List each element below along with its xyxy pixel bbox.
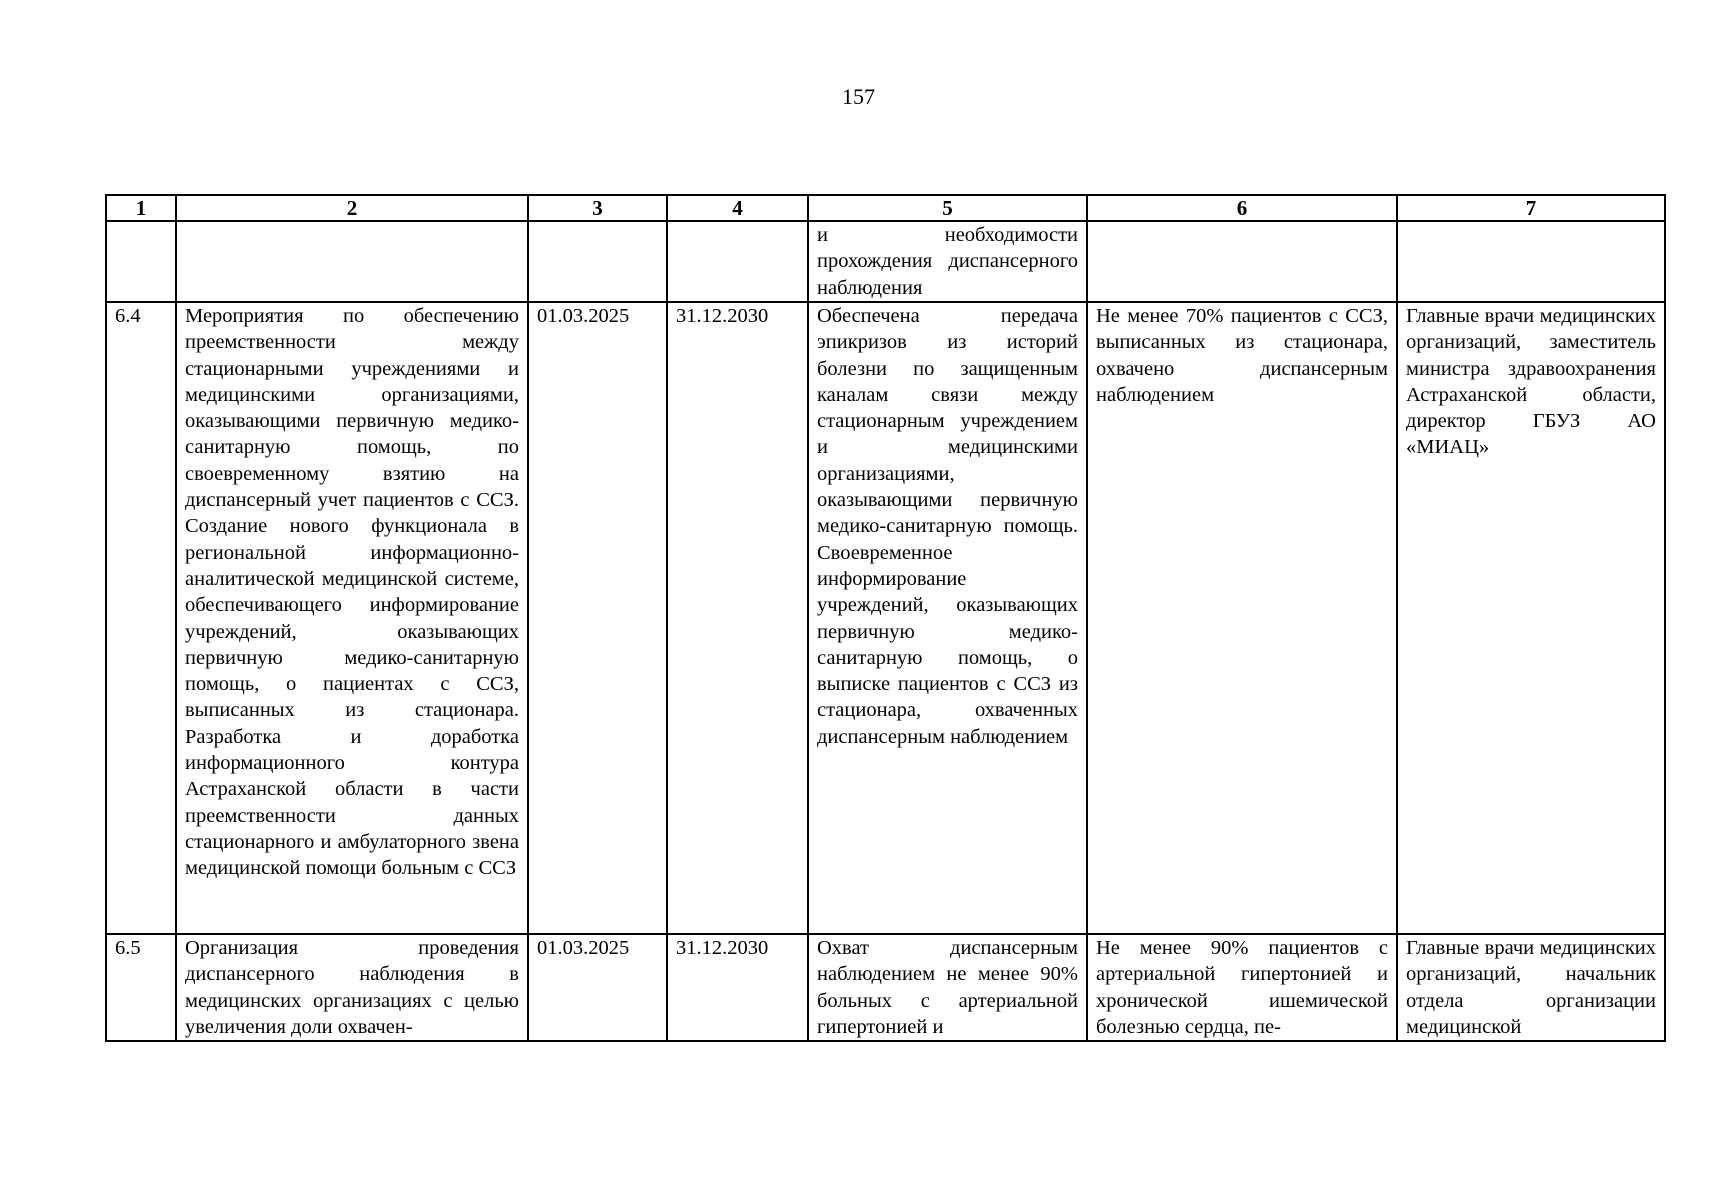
start-date-cell: 01.03.2025 <box>528 302 667 934</box>
col-header-5: 5 <box>808 195 1087 221</box>
end-date-cell: 31.12.2030 <box>667 302 808 934</box>
start-date-cell: 01.03.2025 <box>528 934 667 1041</box>
col-header-3: 3 <box>528 195 667 221</box>
col-header-1: 1 <box>106 195 176 221</box>
header-row <box>106 195 1665 221</box>
col-header-2: 2 <box>176 195 528 221</box>
end-date-cell <box>667 221 808 302</box>
start-date-cell <box>528 221 667 302</box>
activity-cell: Организация проведения диспансерного наблюдения в медицинских организациях с целью увеличения доли охвачен- <box>176 934 528 1041</box>
indicator-cell: Не менее 90% пациентов с артериальной гипертонией и хронической ишемической болезнью сердца, пе- <box>1087 934 1397 1041</box>
responsible-cell <box>1397 221 1665 302</box>
activity-table <box>105 194 1666 1042</box>
end-date-cell: 31.12.2030 <box>667 934 808 1041</box>
table-row <box>106 302 1665 934</box>
table-row <box>106 221 1665 302</box>
indicator-cell: Не менее 70% пациентов с ССЗ, выписанных из стационара, охвачено диспансерным наблюдением <box>1087 302 1397 934</box>
table-row <box>106 934 1665 1041</box>
row-number <box>106 221 176 302</box>
responsible-cell: Главные врачи медицинских организаций, начальник отдела организации медицинской <box>1397 934 1665 1041</box>
responsible-cell: Главные врачи медицинских организаций, заместитель министра здравоохранения Астраханской области, директор ГБУЗ АО «МИАЦ» <box>1397 302 1665 934</box>
col-header-6: 6 <box>1087 195 1397 221</box>
col-header-4: 4 <box>667 195 808 221</box>
indicator-cell <box>1087 221 1397 302</box>
activity-cell: Мероприятия по обеспечению преемственности между стационарными учреждениями и медицинскими организациями, оказывающими первичную медико-санитарную помощь, по своевременному взятию на диспансерный учет пациентов с ССЗ. Создание нового функционала в региональной информационно-аналитической медицинской системе, обеспечивающего информирование учреждений, оказывающих первичную медико-санитарную помощь, о пациентах с ССЗ, выписанных из стационара. Разработка и доработка информационного контура Астраханской области в части преемственности данных стационарного и амбулаторного звена медицинской помощи больным с ССЗ <box>176 302 528 934</box>
result-cell: Обеспечена передача эпикризов из историй болезни по защищенным каналам связи между стационарным учреждением и медицинскими организациями, оказывающими первичную медико-санитарную помощь. Своевременное информирование учреждений, оказывающих первичную медико-санитарную помощь, о выписке пациентов с ССЗ из стационара, охваченных диспансерным наблюдением <box>808 302 1087 934</box>
result-cell: и необходимости прохождения диспансерного наблюдения <box>808 221 1087 302</box>
page-number: 157 <box>842 84 875 109</box>
col-header-7: 7 <box>1397 195 1665 221</box>
row-number: 6.5 <box>106 934 176 1041</box>
row-number: 6.4 <box>106 302 176 934</box>
activity-cell <box>176 221 528 302</box>
result-cell: Охват диспансерным наблюдением не менее 90% больных с артериальной гипертонией и <box>808 934 1087 1041</box>
